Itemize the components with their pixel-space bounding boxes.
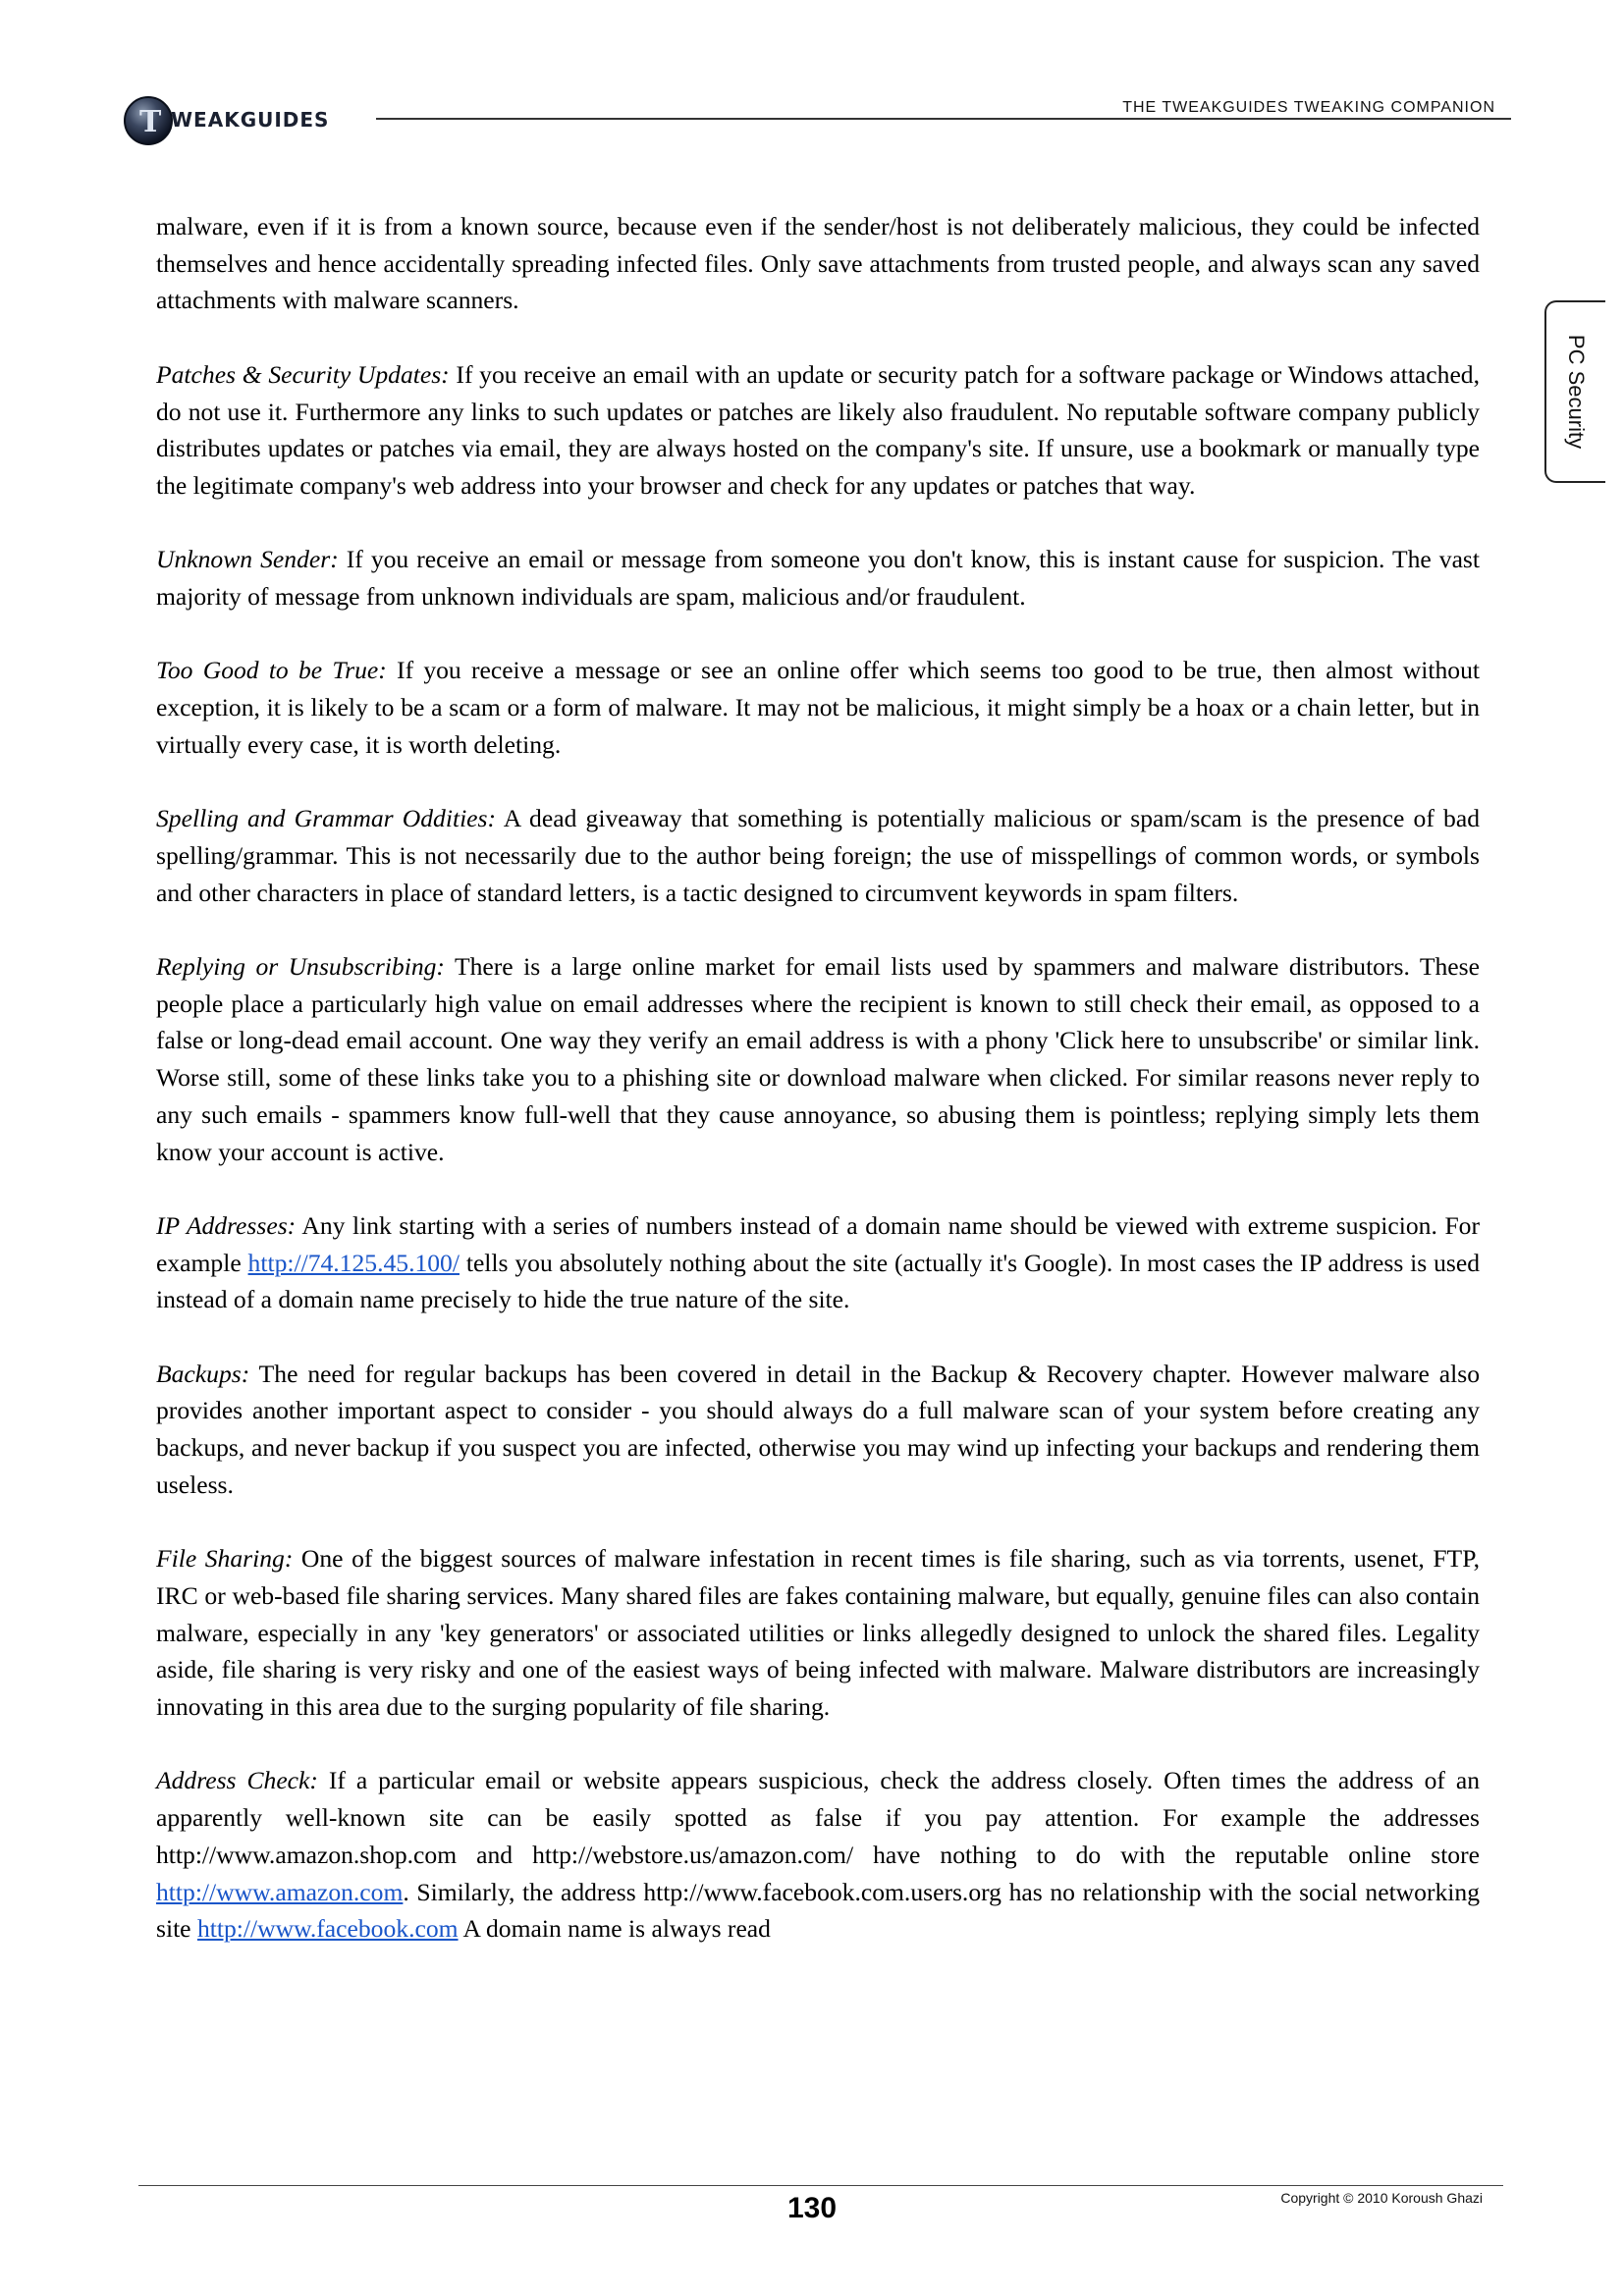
paragraph-patches-security-updates: Patches & Security Updates: If you receive an email with an update or security patch for a software package or Windows attached, do not use it. Furthermore any links to such updates or patches are likely also fraudulent. No reputable software company publicly distributes updates or patches via email, they are always hosted on the company's site. If unsure, use a bookmark or manually type the legitimate company's web address into your browser and check for any updates or patches that way. [156, 359, 1481, 500]
paragraph-lead: Replying or Unsubscribing: [156, 951, 445, 981]
paragraph-file-sharing: File Sharing: One of the biggest sources of malware infestation in recent times is file sharing, such as via torrents, usenet, FTP, IRC or web-based file sharing services. Many shared files are fakes containing malware, but equally, genuine files can also contain malware, especially in any 'key generators' or associated utilities or links allegedly designed to unlock the shared files. Legality aside, file sharing is very risky and one of the easiest ways of being infected with malware. Malware distributors are increasingly innovating in this area due to the surging popularity of file sharing. [156, 1544, 1480, 1721]
paragraph-replying-unsubscribing: Replying or Unsubscribing: There is a large online market for email lists used by spammers and malware distributors. These people place a particularly high value on email addresses where the recipient is known to still check their email, as opposed to a false or long-dead email account. One way they verify an email address is with a phony 'Click here to unsubscribe' or similar link. Worse still, some of these links take you to a phishing site or download malware when clicked. For similar reasons never reply to any such emails - spammers know full-well that they cause annoyance, so abusing them is pointless; replying simply lets them know your account is active. [156, 951, 1480, 1166]
facebook-link[interactable]: http://www.facebook.com [196, 1914, 459, 1944]
paragraph-lead: Backups: [156, 1359, 250, 1388]
logo-wordmark: WEAKGUIDES [171, 108, 330, 132]
paragraph-lead: Spelling and Grammar Oddities: [156, 804, 497, 833]
logo-globe-icon [124, 96, 173, 145]
copyright-notice: Copyright © 2010 Koroush Ghazi [1280, 2190, 1483, 2206]
paragraph-unknown-sender: Unknown Sender: If you receive an email or message from someone you don't know, this is instant cause for suspicion. The vast majority of message from unknown individuals are spam, malicious and/or fraudulent. [156, 545, 1480, 611]
paragraph-backups: Backups: The need for regular backups has been covered in detail in the Backup & Recovery chapter. However malware also provides another important aspect to consider - you should always do a full malware scan of your system before creating any backups, and never backup if you suspect you are infected, otherwise you may wind up infecting your backups and rendering them useless. [156, 1359, 1480, 1499]
logo-initial: T [139, 105, 162, 139]
paragraph-lead: IP Addresses: [156, 1210, 297, 1240]
header-title: THE TWEAKGUIDES TWEAKING COMPANION [1122, 99, 1495, 116]
paragraph-lead: File Sharing: [156, 1544, 294, 1574]
paragraph-too-good-to-be-true: Too Good to be True: If you receive a message or see an online offer which seems too good to be true, then almost without exception, it is likely to be a scam or a form of malware. It may not be malicious, it might simply be a hoax or a chain letter, but in virtually every case, it is worth deleting. [156, 656, 1480, 759]
section-tab-label: PC Security [1564, 334, 1589, 450]
tweakguides-logo [124, 94, 369, 149]
page-body [156, 208, 1480, 1985]
paragraph-lead: Patches & Security Updates: [156, 359, 450, 389]
header-divider [376, 118, 1511, 120]
paragraph-continuation: malware, even if it is from a known source, because even if the sender/host is not deliberately malicious, they could be infected themselves and hence accidentally spreading infected files. Only save attachments from trusted people, and always scan any saved attachments with malware scanners. [156, 212, 1480, 315]
footer-divider [138, 2185, 1503, 2186]
paragraph-lead: Unknown Sender: [156, 545, 339, 574]
paragraph-lead: Address Check: [156, 1766, 318, 1795]
paragraph-lead: Too Good to be True: [156, 656, 387, 685]
section-tab-pc-security [1544, 300, 1605, 483]
paragraph-ip-addresses: IP Addresses: Any link starting with a series of numbers instead of a domain name should be viewed with extreme suspicion. For example http://74.125.45.100/ tells you absolutely nothing about the site (actually it's Google). In most cases the IP address is used instead of a domain name precisely to hide the true nature of the site. [156, 1210, 1480, 1314]
amazon-link[interactable]: http://www.amazon.com [156, 1877, 404, 1906]
paragraph-spelling-grammar: Spelling and Grammar Oddities: A dead giveaway that something is potentially malicious or spam/scam is the presence of bad spelling/grammar. This is not necessarily due to the author being foreign; the use of misspellings of common words, or symbols and other characters in place of standard letters, is a tactic designed to circumvent keywords in spam filters. [156, 804, 1480, 907]
paragraph-address-check: Address Check: If a particular email or website appears suspicious, check the address closely. Often times the address of an apparently well-known site can be easily spotted as false if you pay attention. For example the addresses http://www.amazon.shop.com and http://webstore.us/amazon.com/ have nothing to do with the reputable online store http://www.amazon.com. Similarly, the address http://www.facebook.com.users.org has no relationship with the social networking site http://www.facebook.com A domain name is always read [156, 1766, 1480, 1944]
page-number: 130 [786, 2192, 838, 2224]
ip-example-link[interactable]: http://74.125.45.100/ [247, 1248, 460, 1277]
